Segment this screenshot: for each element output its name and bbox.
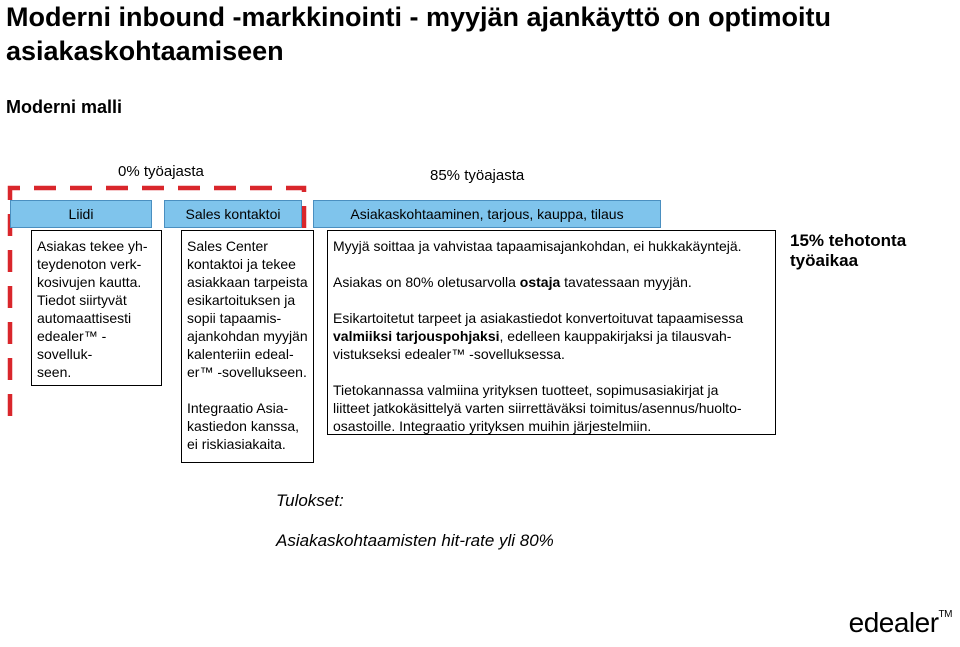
lead-card [31, 230, 162, 386]
sales-integration-line: kastiedon kanssa, [187, 418, 300, 434]
edealer-logo [849, 607, 952, 639]
inefficient-time-note [790, 231, 950, 271]
stage-header-lead-label: Liidi [68, 206, 94, 222]
lead-line: automaattisesti [37, 310, 132, 326]
sales-card [181, 230, 314, 463]
lead-line: edealer™ -sovelluk- [37, 328, 107, 362]
inefficient-time-line: työaikaa [790, 251, 859, 270]
sales-line: asiakkaan tarpeista [187, 274, 308, 290]
logo-text: edealer [848, 607, 939, 638]
meeting-paragraph-confirm: Myyjä soittaa ja vahvistaa tapaamisajankohdan, ei hukkakäyntejä. [333, 238, 742, 254]
database-line: osastoille. Integraatio yrityksen muihin järjestelmiin. [333, 418, 652, 434]
lead-line: teydenoton verk- [37, 256, 142, 272]
meeting-card [327, 230, 776, 435]
percent-left-label: 0% työajasta [118, 163, 204, 180]
sales-line: sopii tapaamis- [187, 310, 282, 326]
sales-line: kalenteriin edeal- [187, 346, 294, 362]
lead-line: kosivujen kautta. [37, 274, 142, 290]
database-line: liitteet jatkokäsittelyä varten siirrettäväksi toimitus/asennus/huolto- [333, 400, 742, 416]
buyer-bold-text: ostaja [519, 274, 561, 290]
offer-line: vistukseksi edealer™ -sovelluksessa. [333, 346, 565, 362]
stage-header-sales-label: Sales kontaktoi [185, 206, 281, 222]
stage-header-meeting-label: Asiakaskohtaaminen, tarjous, kauppa, tilaus [350, 206, 624, 222]
sales-line: ajankohdan myyjän [187, 328, 308, 344]
sales-integration-line: Integraatio Asia- [187, 400, 289, 416]
meeting-paragraph-database [333, 381, 771, 435]
meeting-paragraph-buyer [333, 273, 771, 291]
sales-integration-line: ei riskiasiakaita. [187, 436, 286, 452]
inefficient-time-line: 15% tehotonta [790, 231, 907, 250]
sales-line: kontaktoi ja tekee [187, 256, 296, 272]
offer-line: Esikartoitetut tarpeet ja asiakastiedot konvertoituvat tapaamisessa [333, 310, 744, 326]
sales-line: Sales Center [187, 238, 268, 254]
lead-line: Asiakas tekee yh- [37, 238, 148, 254]
section-subtitle: Moderni malli [6, 97, 123, 117]
buyer-text-end: tavatessaan myyjän. [560, 274, 692, 290]
percent-right-label: 85% työajasta [430, 167, 525, 184]
results-label: Tulokset: [276, 491, 344, 510]
results-value: Asiakaskohtaamisten hit-rate yli 80% [276, 531, 554, 550]
lead-line: seen. [37, 364, 72, 380]
stage-header-meeting [313, 200, 661, 228]
database-line: Tietokannassa valmiina yrityksen tuotteet, sopimusasiakirjat ja [333, 382, 719, 398]
sales-line: esikartoituksen ja [187, 292, 296, 308]
stage-header-sales [164, 200, 302, 228]
meeting-paragraph-offer [333, 309, 771, 363]
offer-bold-text: valmiiksi tarjouspohjaksi [333, 328, 500, 344]
lead-line: Tiedot siirtyvät [37, 292, 127, 308]
offer-line: , edelleen kauppakirjaksi ja tilausvah- [499, 328, 732, 344]
sales-line: er™ -sovellukseen. [187, 364, 307, 380]
logo-trademark: TM [938, 609, 952, 620]
buyer-text: Asiakas on 80% oletusarvolla [333, 274, 520, 290]
page-title: Moderni inbound -markkinointi - myyjän ajankäyttö on optimoitu asiakaskohtaamiseen [6, 2, 832, 66]
stage-header-lead [10, 200, 152, 228]
